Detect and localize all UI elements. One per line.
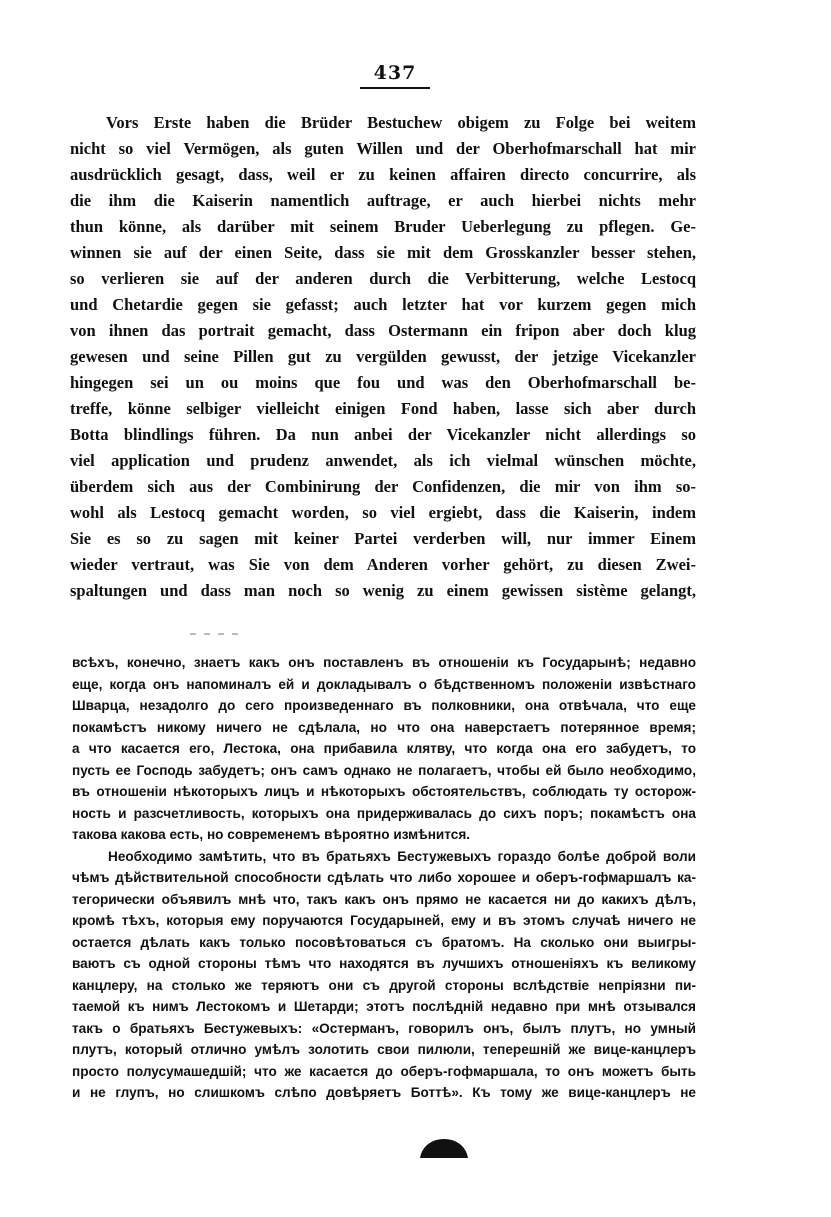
ink-blot-mark — [418, 1136, 470, 1160]
page-number-underline — [360, 87, 430, 89]
german-text-line: nicht so viel Vermögen, als guten Willen und der Oberhofmarschall hat mir — [70, 139, 696, 158]
russian-text-line: и не глупъ, но слишкомъ слѣпо довѣряетъ Боттѣ». Къ тому же вице-канцлеръ не — [72, 1085, 696, 1100]
german-text-line: von ihnen das portrait gemacht, dass Ostermann ein fripon aber doch klug — [70, 321, 696, 340]
russian-text-line: канцлеру, на столько же теряютъ они съ другой стороны вслѣдствiе непрiязни пи- — [72, 977, 696, 993]
russian-text-line: кромѣ тѣхъ, которыя ему поручаются Государыней, ему и въ этомъ случаѣ ничего не — [72, 913, 696, 928]
german-text-block — [70, 110, 696, 604]
german-text-line: wohl als Lestocq gemacht worden, so viel ergiebt, dass die Kaiserin, indem — [70, 503, 696, 522]
russian-text-line: а что касается его, Лестока, она прибавила клятву, что когда она его забудетъ, то — [72, 741, 696, 756]
russian-text-line: еще, когда онъ напоминалъ ей и докладывалъ о бѣдственномъ положенiи извѣстнаго — [72, 676, 696, 692]
german-text-line: ausdrücklich gesagt, dass, weil er zu keinen affairen directo concurrire, als — [70, 165, 696, 184]
russian-text-line: просто полусумашедшiй; что же касается до оберъ-гофмаршала, то онъ можетъ быть — [72, 1063, 696, 1079]
german-text-line: gewesen und seine Pillen gut zu vergülden gewusst, der jetzige Vicekanzler — [70, 347, 696, 366]
russian-text-line: ваютъ съ одной стороны тѣмъ что находятся въ лучшихъ отношенiяхъ къ великому — [72, 956, 696, 971]
german-text-line: treffe, könne selbiger vielleicht einigen Fond haben, lasse sich aber durch — [70, 399, 696, 418]
german-text-line: wieder vertraut, was Sie von dem Anderen vorher gehört, zu diesen Zwei- — [70, 555, 696, 574]
german-text-line: Botta blindlings führen. Da nun anbei der Vicekanzler nicht allerdings so — [70, 425, 696, 444]
russian-text-line: Шварца, незадолго до сего произведеннаго въ полковники, она отвѣчала, что еще — [72, 698, 696, 713]
russian-text-line: въ отношенiи нѣкоторыхъ лицъ и нѣкоторыхъ обстоятельствъ, соблюдать ту осторож- — [72, 784, 696, 799]
german-text-line: viel application und prudenz anwendet, als ich vielmal wünschen möchte, — [70, 451, 696, 470]
russian-text-line: всѣхъ, конечно, знаетъ какъ онъ поставленъ въ отношенiи къ Государынѣ; недавно — [72, 655, 696, 670]
russian-translation-block — [72, 652, 696, 1104]
german-text-line: Vors Erste haben die Brüder Bestuchew obigem zu Folge bei weitem — [106, 113, 696, 132]
russian-text-line: плутъ, который отлично умѣлъ золотить свои пилюли, теперешнiй же вице-канцлеръ — [72, 1042, 696, 1057]
russian-text-line: покамѣстъ никому ничего не сдѣлала, но что она наверстаетъ потерянное время; — [72, 719, 696, 735]
german-text-line: überdem sich aus der Combinirung der Confidenzen, die mir von ihm so- — [70, 477, 696, 496]
russian-text-line: такова какова есть, но современемъ вѣроятно измѣнится. — [72, 827, 471, 842]
german-text-line: hingegen sei un ou moins que fou und was den Oberhofmarschall be- — [70, 373, 696, 392]
russian-text-line: пусть ее Господь забудетъ; онъ самъ однако не полагаетъ, чтобы ей было необходимо, — [72, 762, 696, 778]
russian-text-line: таемой къ нимъ Лестокомъ и Шетарди; этотъ послѣднiй недавно при мнѣ отзывался — [72, 999, 696, 1014]
russian-text-line: остается дѣлать какъ только посовѣтоваться съ братомъ. На сколько они выигры- — [72, 934, 696, 950]
german-text-line: die ihm die Kaiserin namentlich auftrage, er auch hierbei nichts mehr — [70, 191, 696, 210]
russian-text-line: такъ о братьяхъ Бестужевыхъ: «Остерманъ, говорилъ онъ, былъ плутъ, но умный — [72, 1020, 696, 1036]
russian-text-line: Необходимо замѣтить, что въ братьяхъ Бестужевыхъ гораздо болѣе доброй воли — [108, 848, 696, 864]
russian-text-line: тегорически объявилъ мнѣ что, такъ какъ онъ прямо не касается ни до какихъ дѣлъ, — [72, 891, 696, 907]
russian-text-line: чѣмъ дѣйствительной способности сдѣлать что либо хорошее и оберъ-гофмаршалъ ка- — [72, 870, 696, 885]
german-text-line: Sie es so zu sagen mit keiner Partei verderben will, nur immer Einem — [70, 529, 696, 548]
page-number: 437 — [373, 62, 417, 84]
print-smudge — [190, 625, 260, 631]
german-text-line: und Chetardie gegen sie gefasst; auch letzter hat vor kurzem gegen mich — [70, 295, 696, 314]
german-text-line: spaltungen und dass man noch so wenig zu einem gewissen sistème gelangt, — [70, 581, 696, 600]
german-text-line: thun könne, als darüber mit seinem Bruder Ueberlegung zu pflegen. Ge- — [70, 217, 696, 236]
german-text-line: so verlieren sie auf der anderen durch die Verbitterung, welche Lestocq — [70, 269, 696, 288]
russian-text-line: ность и разсчетливость, которыхъ она придерживалась до сихъ поръ; покамѣстъ она — [72, 805, 696, 821]
german-text-line: winnen sie auf der einen Seite, dass sie mit dem Grosskanzler besser stehen, — [70, 243, 696, 262]
